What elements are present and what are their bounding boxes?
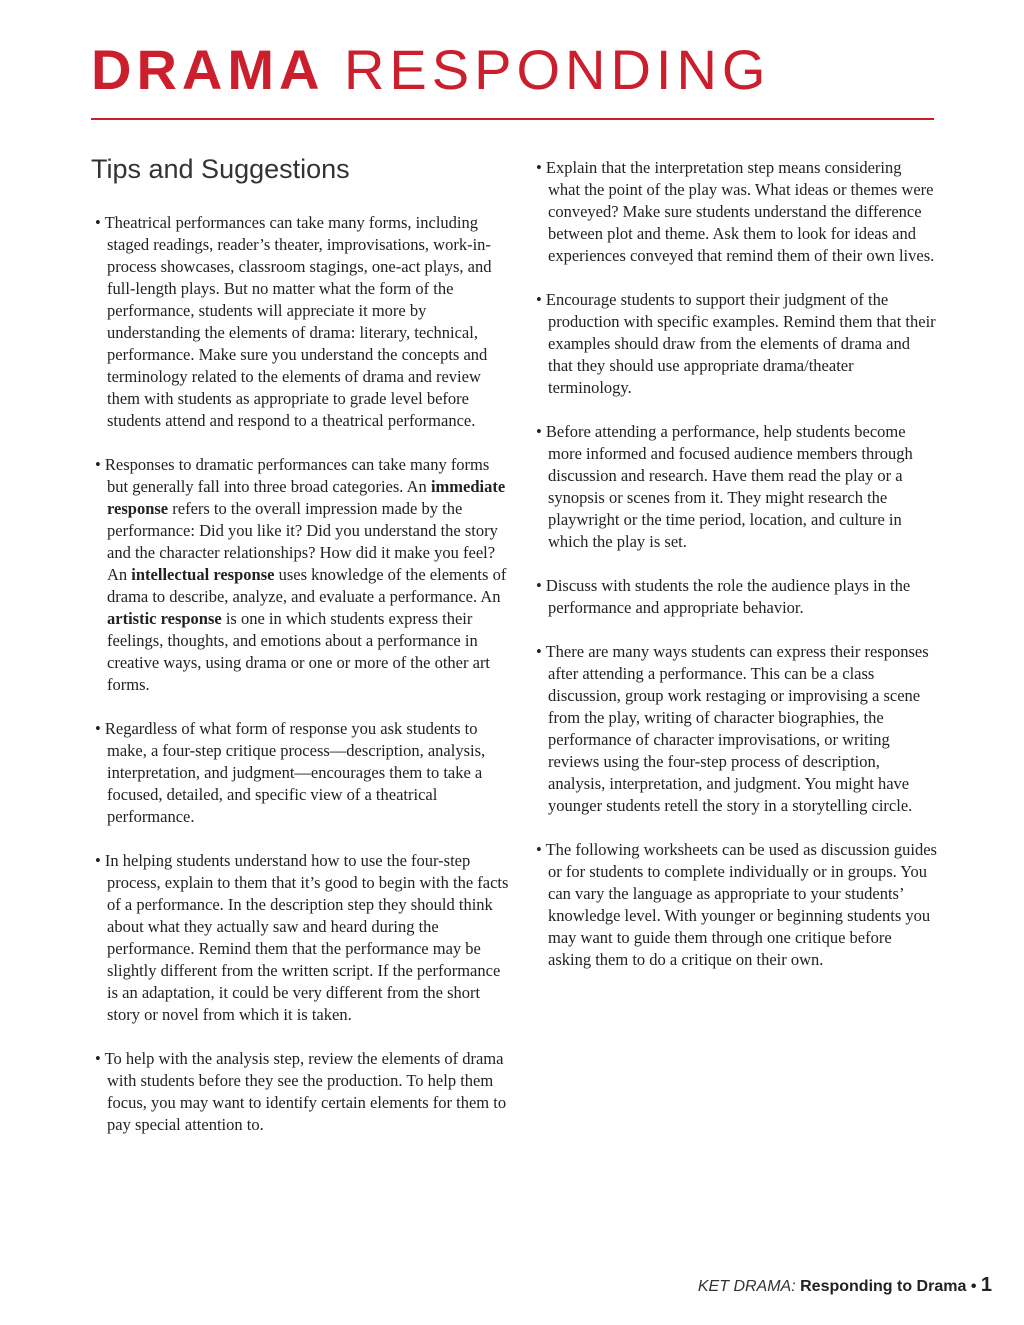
right-column (532, 157, 937, 993)
tip-forms-of-performance: • Theatrical performances can take many forms, including staged readings, reader’s theater, improvisations, work-in-process showcases, classroom stagings, one-act plays, and full-length plays. But no matter what the form of the performance, students will appreciate it more by understanding the elements of drama: literary, technical, performance. Make sure you understand the concepts and terminology related to the elements of drama and review them with students as appropriate to grade level before students attend and respond to a theatrical performance. (95, 213, 492, 430)
tip-before-attending: • Before attending a performance, help students become more informed and focused audience members through discussion and research. Have them read the play or a synopsis or scenes from it. They might research the playwright or the time period, location, and culture in which the play is set. (536, 422, 913, 551)
title-divider (91, 118, 934, 120)
page-title (91, 38, 770, 102)
tip-interpretation-step: • Explain that the interpretation step means considering what the point of the play was. What ideas or themes were conveyed? Make sure students understand the difference between plot and theme. Ask them to look for ideas and experiences conveyed that remind them of their own lives. (536, 158, 935, 265)
footer-series: KET DRAMA: (697, 1278, 796, 1295)
tip-audience-role: • Discuss with students the role the audience plays in the performance and appropriate behavior. (536, 576, 911, 617)
footer-title: Responding to Drama (800, 1278, 967, 1295)
term-immediate-response: immediate response (107, 477, 506, 518)
title-light: RESPONDING (343, 38, 771, 101)
tip-ways-to-respond: • There are many ways students can express their responses after attending a performance. This can be a class discussion, group work restaging or improvising a scene from the play, writing of character biographies, the performance of character improvisations, or writing reviews using the four-step process of description, analysis, interpretation, and judgment. You might have younger students retell the story in a storytelling circle. (536, 642, 929, 815)
tip-four-step-critique: • Regardless of what form of response you ask students to make, a four-step critique process—description, analysis, interpretation, and judgment—encourages them to take a focused, detailed, and specific view of a theatrical performance. (95, 719, 486, 826)
footer-separator: • (970, 1278, 977, 1295)
tip-analysis-step: • To help with the analysis step, review the elements of drama with students before they see the production. To help them focus, you may want to identify certain elements for them to pay special attention to. (95, 1049, 507, 1134)
term-intellectual-response: intellectual response (131, 565, 275, 584)
page-number: 1 (980, 1274, 992, 1296)
title-bold: DRAMA (91, 38, 325, 101)
tip-judgment-step: • Encourage students to support their judgment of the production with specific examples. Remind them that their examples should draw from the elements of drama and that they should use appropriate drama/theater terminology. (536, 290, 936, 397)
section-heading: Tips and Suggestions (91, 154, 350, 184)
term-artistic-response: artistic response (107, 609, 222, 628)
tip-worksheets: • The following worksheets can be used as discussion guides or for students to complete individually or in groups. You can vary the language as appropriate to your students’ knowledge level. With younger or beginning students you may want to guide them through one critique before asking them to do a critique on their own. (536, 840, 937, 969)
left-column (91, 212, 511, 1158)
page-footer (698, 1274, 992, 1297)
tip-description-step: • In helping students understand how to use the four-step process, explain to them that it’s good to begin with the facts of a performance. In the description step they should think about what they actually saw and heard during the performance. Remind them that the performance may be slightly different from the written script. If the performance is an adaptation, it could be very different from the short story or novel from which it is taken. (95, 851, 509, 1024)
tip-response-categories: • Responses to dramatic performances can take many forms but generally fall into three broad categories. An immediate response refers to the overall impression made by the performance: Did you like it? Did you understand the story and the character relationships? How did it make you feel? An intellectual response uses knowledge of the elements of drama to describe, analyze, and evaluate a performance. An artistic response is one in which students express their feelings, thoughts, and emotions about a performance in creative ways, using drama or one or more of the other art forms. (95, 455, 507, 694)
